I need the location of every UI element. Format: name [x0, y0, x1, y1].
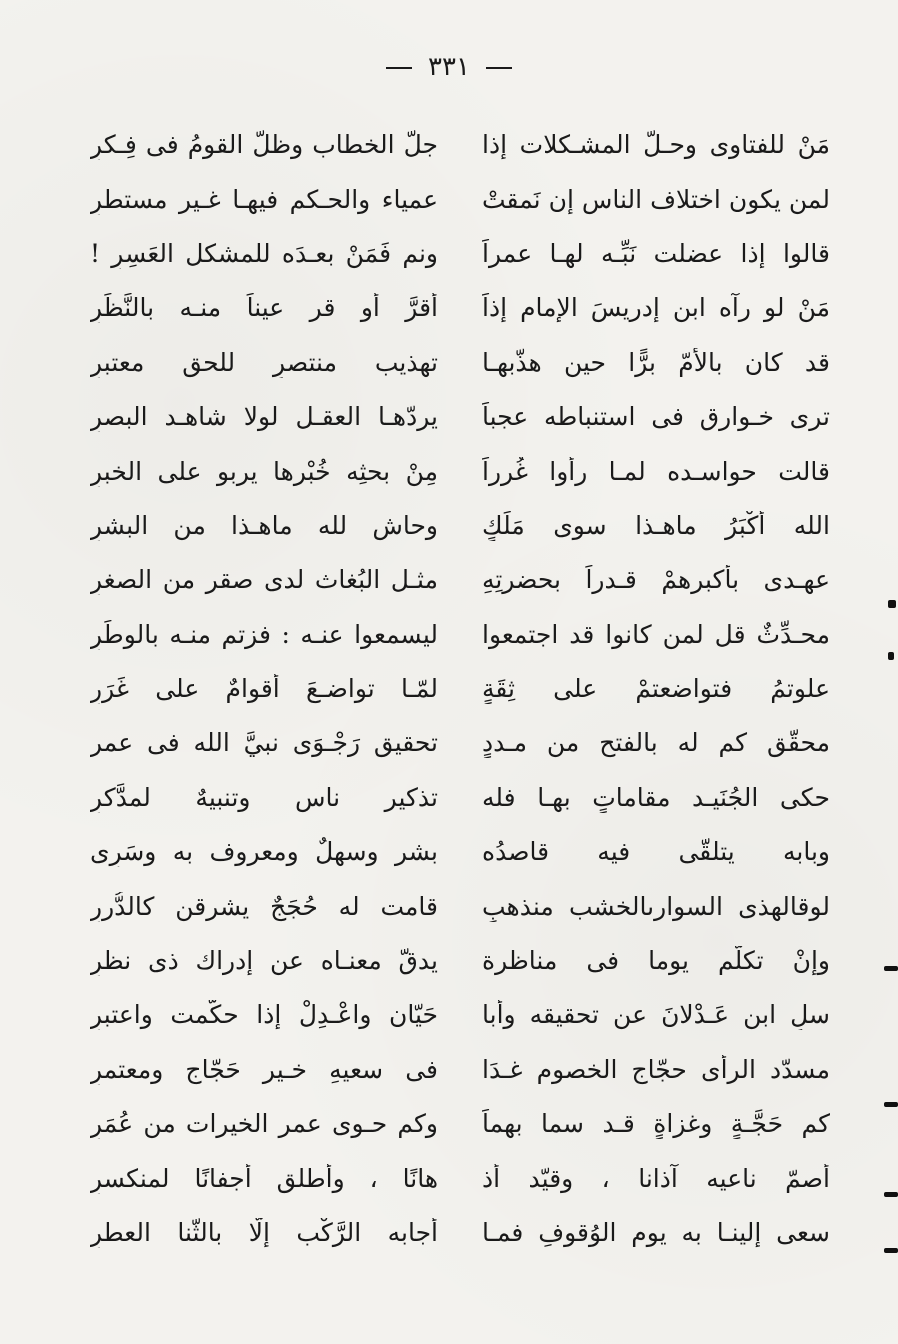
- second-hemistich: ونم فَمَنْ بعـدَه للمشكل العَسِرِ !: [90, 238, 438, 268]
- first-hemistich: محقّق كم له بالفتح من مـددٍ: [482, 728, 830, 758]
- verse-line: [90, 553, 830, 607]
- first-hemistich: وبابه يتلقّى فيه قاصدُه: [482, 837, 830, 867]
- second-hemistich: تحقيق رَجْـوَى نبيَّ الله فى عمر: [90, 728, 438, 758]
- second-hemistich: يردّهـا العقـل لولا شاهـد البصرِ: [90, 402, 438, 432]
- verse-line: [90, 444, 830, 498]
- first-hemistich: قالوا إذا عضلت نَبِّـه لهـا عمراً: [482, 238, 830, 268]
- first-hemistich: عهـدى بأكبرهمْ قـدراً بحضرتِهِ: [482, 565, 830, 595]
- second-hemistich: هانًا ، وأطلق أجفانًا لمنكسرِ: [90, 1163, 438, 1193]
- second-hemistich: تهذيب منتصرٍ للحق معتبرِ: [90, 347, 438, 377]
- verse-line: [90, 118, 830, 172]
- page-number-header: [0, 52, 898, 82]
- first-hemistich: كم حَجَّـةٍ وغزاةٍ قـد سما بهماَ: [482, 1109, 830, 1139]
- second-hemistich: عمياء والحـكم فيهـا غـير مستطرِ: [90, 184, 438, 214]
- verse-line: [90, 879, 830, 933]
- first-hemistich: حكى الجُنَيـد مقاماتٍ بهـا فله: [482, 782, 830, 812]
- edge-mark: [884, 966, 898, 971]
- verse-line: [90, 988, 830, 1042]
- second-hemistich: تذكير ناسٍ وتنبيهٌ لمدَّكرِ: [90, 782, 438, 812]
- second-hemistich: بشر وسهلٌ ومعروف به وسَرِى: [90, 837, 438, 867]
- verse-line: [90, 1206, 830, 1260]
- first-hemistich: الله أكْبَرُ ماهـذا سوى مَلَكٍ: [482, 510, 830, 540]
- verse-line: [90, 1097, 830, 1151]
- first-hemistich: مسدّد الرأى حجّاج الخصوم غـدَا: [482, 1054, 830, 1084]
- second-hemistich: قامت له حُجَجٌ يشرقن كالدُّررِ: [90, 891, 438, 921]
- second-hemistich: وكم حـوى عمر الخيرات من عُمَرِ: [90, 1109, 438, 1139]
- first-hemistich: أصمّ ناعيه آذانا ، وقيّد أذ: [482, 1163, 830, 1193]
- second-hemistich: لمّـا تواضـعَ أقوامٌ على غَرَرِ: [90, 674, 438, 704]
- first-hemistich: سلِ ابن عَـدْلانَ عن تحقيقه وأبا: [482, 1000, 830, 1030]
- second-hemistich: جلَّ الخطاب وظلَّ القومُ فى فِـكرِ: [90, 130, 438, 160]
- second-hemistich: يدقّ معنـاه عن إدراك ذى نظرِ: [90, 946, 438, 976]
- edge-mark: [884, 1102, 898, 1107]
- verse-line: [90, 1151, 830, 1205]
- verse-line: [90, 1043, 830, 1097]
- second-hemistich: ليسمعوا عنـه : فزتم منـه بالوطَرِ: [90, 619, 438, 649]
- verse-line: [90, 825, 830, 879]
- second-hemistich: أجابه الرَّكْب إلّا بالثّنا العطرِ: [90, 1218, 438, 1247]
- first-hemistich: لمن يكون اختلاف الناس إن نَمقتْ: [482, 184, 830, 214]
- first-hemistich: مَنْ للفتاوى وحـلَّ المشـكلات إذا: [482, 130, 830, 160]
- verse-line: [90, 390, 830, 444]
- second-hemistich: مثـل البُغاث لدى صقر من الصغرِ: [90, 565, 438, 595]
- first-hemistich: ترى خـوارق فى استنباطه عجباً: [482, 402, 830, 432]
- verse-line: [90, 172, 830, 226]
- edge-mark: [884, 1248, 898, 1253]
- page-number: ٣٣١: [428, 52, 470, 82]
- verse-line: [90, 934, 830, 988]
- second-hemistich: أقرَّ أو قر عيناً منـه بالنَّظَرِ: [90, 293, 438, 323]
- edge-mark: [888, 652, 894, 660]
- verse-line: [90, 716, 830, 770]
- first-hemistich: قد كان بالأمّ برًّا حين هذّبهـا: [482, 347, 830, 377]
- first-hemistich: علوتمُ فتواضعتمْ على ثِقَةٍ: [482, 674, 830, 704]
- second-hemistich: فى سعيهِ خـير حَجّاجٍ ومعتمرِ: [90, 1054, 438, 1084]
- verse-line: [90, 662, 830, 716]
- verse-line: [90, 771, 830, 825]
- first-hemistich: لوقالهذى السوارىالخشب منذهبٍ: [482, 891, 830, 921]
- second-hemistich: مِنْ بحثِه خُبْرها يربو على الخبرِ: [90, 456, 438, 486]
- first-hemistich: وإنْ تكلّم يوما فى مناظرة: [482, 946, 830, 976]
- second-hemistich: حَيّان واعْـدِلْ إذا حكّمت واعتبرِ: [90, 1000, 438, 1030]
- verse-line: [90, 281, 830, 335]
- header-dash-left: [386, 67, 412, 69]
- poem-verses: [90, 118, 830, 1260]
- first-hemistich: محـدِّثٌ قل لمن كانوا قد اجتمعوا: [482, 619, 830, 649]
- verse-line: [90, 499, 830, 553]
- header-dash-right: [486, 67, 512, 69]
- first-hemistich: قالت حواسـده لمـا رأوا غُرراً: [482, 456, 830, 486]
- second-hemistich: وحاش لله ماهـذا من البشرِ: [90, 510, 438, 540]
- verse-line: [90, 336, 830, 390]
- edge-mark: [884, 1192, 898, 1197]
- verse-line: [90, 227, 830, 281]
- verse-line: [90, 608, 830, 662]
- first-hemistich: مَنْ لو رآه ابن إدريسَ الإمام إذاً: [482, 293, 830, 323]
- edge-mark: [888, 600, 896, 608]
- first-hemistich: سعى إلينـا به يوم الوُقوفِ فمـا: [482, 1218, 830, 1247]
